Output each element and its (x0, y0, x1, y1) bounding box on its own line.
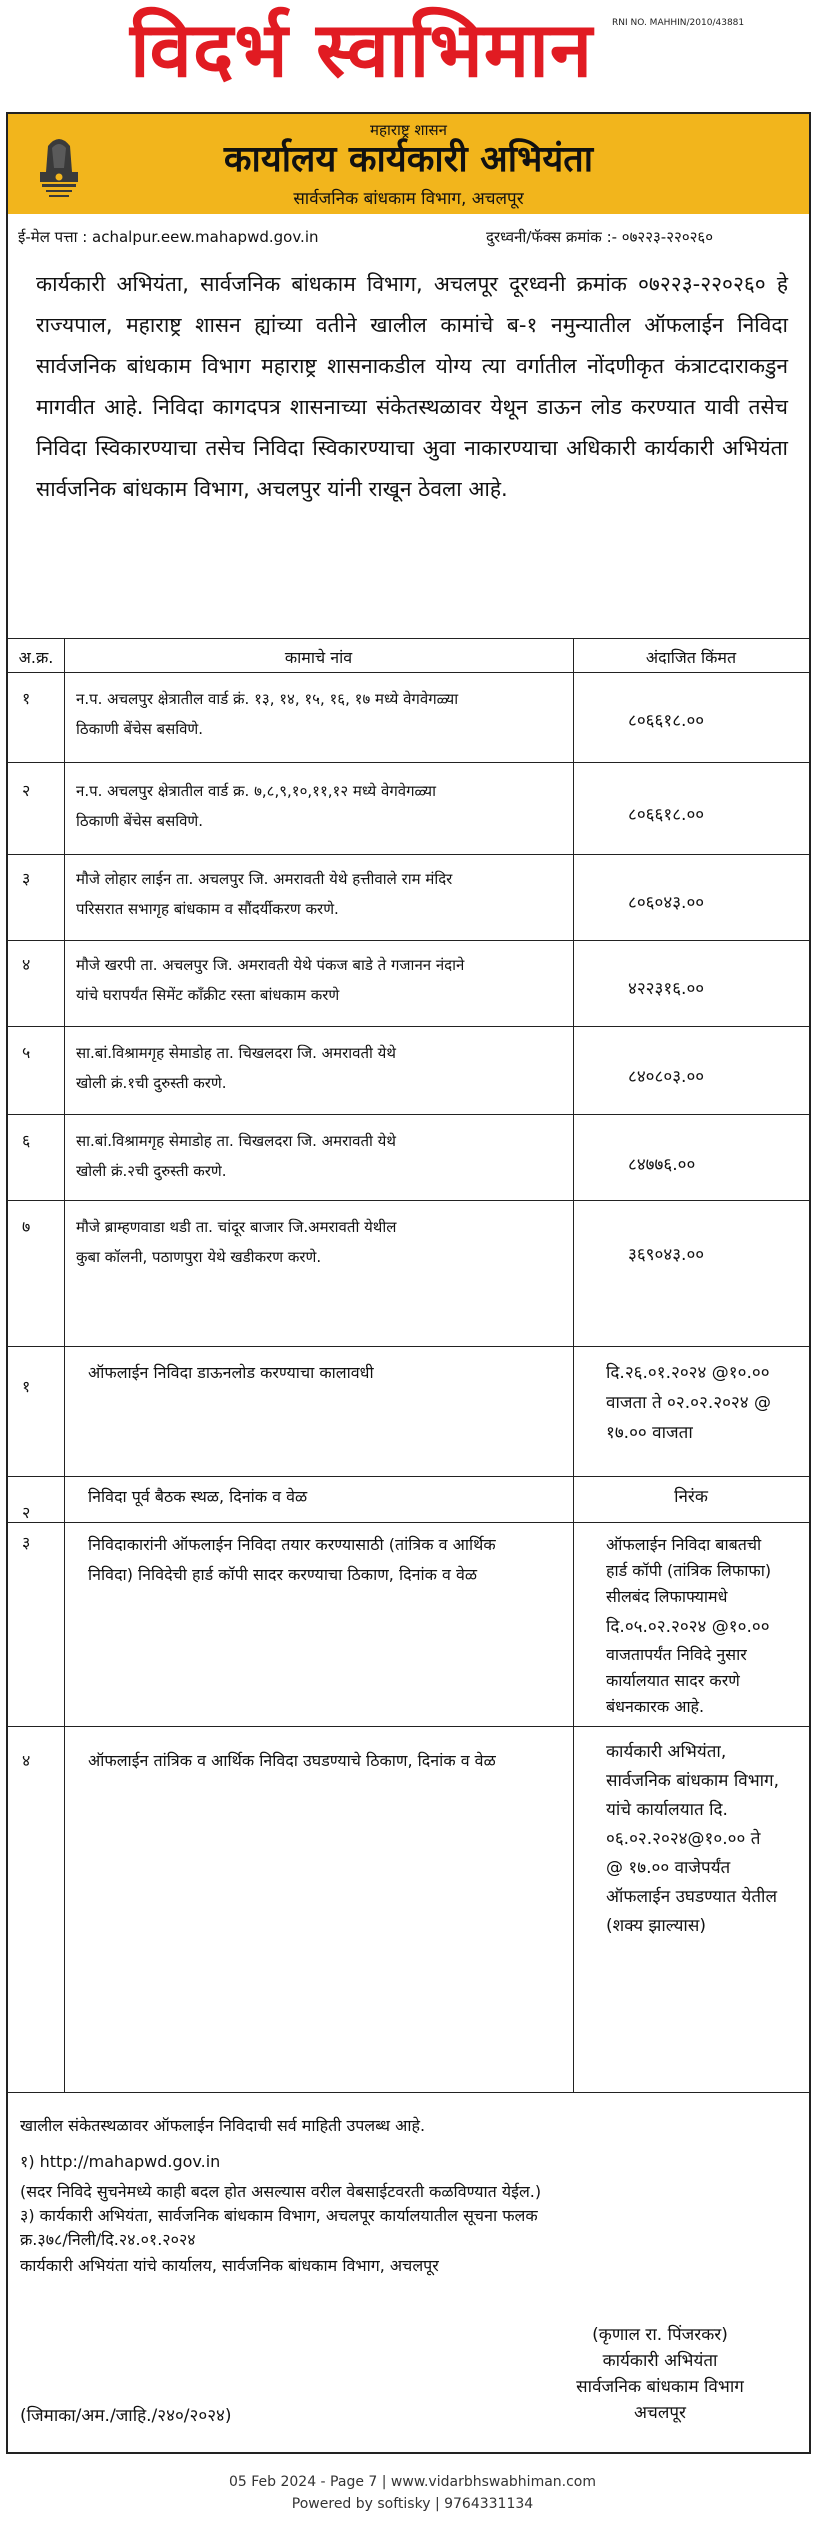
schedule-value-line: ऑफलाईन उघडण्यात येतील (606, 1887, 777, 1907)
row-divider (8, 1114, 809, 1115)
header-work-name: कामाचे नांव (284, 648, 353, 667)
schedule-description: निविदा पूर्व बैठक स्थळ, दिनांक व वेळ (88, 1487, 308, 1506)
row-divider (8, 1522, 809, 1523)
tender-notice (6, 112, 811, 2454)
row-number: ३ (22, 869, 31, 888)
row-divider (8, 1346, 809, 1347)
work-description-line1: न.प. अचलपुर क्षेत्रातील वार्ड क्रं. १३, १४, १५, १६, १७ मध्ये वेगवेगळ्या (76, 690, 459, 708)
schedule-description-line1: निविदाकारांनी ऑफलाईन निविदा तयार करण्यासाठी (तांत्रिक व आर्थिक (88, 1535, 496, 1554)
signatory-name: (कृणाल रा. पिंजरकर) (592, 2325, 728, 2345)
header-office: कार्यालय कार्यकारी अभियंता (223, 139, 594, 180)
schedule-value-line: सार्वजनिक बांधकाम विभाग, (606, 1771, 780, 1791)
schedule-value-line: वाजतापर्यंत निविदे नुसार (606, 1645, 747, 1664)
schedule-description-line2: निविदा) निविदेची हार्ड कॉपी सादर करण्याचा ठिकाण, दिनांक व वेळ (88, 1565, 478, 1584)
schedule-value-line: ऑफलाईन निविदा बाबतची (606, 1535, 762, 1554)
schedule-value-line: दि.२६.०१.२०२४ @१०.०० (606, 1363, 770, 1383)
page-footer-line1: 05 Feb 2024 - Page 7 | www.vidarbhswabhiman.com (228, 2474, 597, 2490)
header-estimated-cost: अंदाजित किंमत (645, 648, 737, 667)
footer-line: कार्यकारी अभियंता यांचे कार्यालय, सार्वजनिक बांधकाम विभाग, अचलपूर (20, 2256, 439, 2275)
schedule-value-line: ०६.०२.२०२४@१०.०० ते (606, 1829, 761, 1849)
schedule-number: १ (22, 1377, 31, 1396)
schedule-number: ४ (22, 1751, 31, 1770)
contact-phone: दुरध्वनी/फॅक्स क्रमांक :- ०७२२३-२२०२६० (486, 228, 714, 246)
row-divider (8, 1026, 809, 1027)
work-description-line1: न.प. अचलपुर क्षेत्रातील वार्ड क्र. ७,८,९,१०,११,१२ मध्ये वेगवेगळ्या (76, 782, 436, 800)
work-cost: ८०६६१८.०० (628, 805, 705, 825)
header-government: महाराष्ट्र शासन (370, 121, 447, 139)
schedule-value-line: हार्ड कॉपी (तांत्रिक लिफाफा) (606, 1561, 772, 1580)
row-number: १ (22, 689, 31, 708)
footer-line: ३) कार्यकारी अभियंता, सार्वजनिक बांधकाम विभाग, अचलपूर कार्यालयातील सूचना फलक (20, 2206, 538, 2225)
work-description-line1: मौजे खरपी ता. अचलपुर जि. अमरावती येथे पंकज बाडे ते गजानन नंदाने (76, 956, 465, 974)
work-description-line2: खोली क्रं.१ची दुरुस्ती करणे. (76, 1074, 227, 1092)
schedule-value-line: (शक्य झाल्यास) (606, 1916, 706, 1936)
schedule-value-line: कार्यालयात सादर करणे (606, 1671, 740, 1690)
table-header-rule (8, 672, 809, 673)
footer-line: खालील संकेतस्थळावर ऑफलाईन निविदाची सर्व माहिती उपलब्ध आहे. (20, 2116, 426, 2135)
work-description-line2: यांचे घरापर्यंत सिमेंट कॉंक्रीट रस्ता बांधकाम करणे (76, 986, 340, 1004)
signatory-department: सार्वजनिक बांधकाम विभाग (576, 2377, 744, 2397)
work-description-line1: मौजे लोहार लाईन ता. अचलपुर जि. अमरावती येथे हत्तीवाले राम मंदिर (76, 870, 453, 888)
work-description-line2: ठिकाणी बेंचेस बसविणे. (76, 812, 204, 830)
row-number: ५ (22, 1043, 31, 1062)
schedule-description: ऑफलाईन तांत्रिक व आर्थिक निविदा उघडण्याचे ठिकाण, दिनांक व वेळ (88, 1751, 496, 1770)
newspaper-title: विदर्भ स्वाभिमान (130, 5, 594, 94)
signatory-designation: कार्यकारी अभियंता (602, 2351, 718, 2371)
schedule-number: ३ (22, 1533, 31, 1552)
work-cost: ८०६०४३.०० (628, 893, 705, 913)
work-cost: ३६९०४३.०० (628, 1245, 705, 1265)
schedule-value-line: दि.०५.०२.२०२४ @१०.०० (606, 1617, 770, 1637)
work-description-line2: खोली क्रं.२ची दुरुस्ती करणे. (76, 1162, 227, 1180)
schedule-value-line: सीलबंद लिफाफ्यामधे (606, 1587, 728, 1606)
work-cost: ४२२३१६.०० (628, 979, 705, 999)
work-description-line2: कुबा कॉलनी, पठाणपुरा येथे खडीकरण करणे. (76, 1248, 322, 1266)
page-footer-line2: Powered by softisky | 9764331134 (291, 2496, 534, 2512)
work-description-line2: परिसरात सभागृह बांधकाम व सौंदर्यीकरण करणे. (76, 900, 339, 918)
schedule-value-line: @ १७.०० वाजेपर्यंत (606, 1858, 731, 1878)
row-divider (8, 1200, 809, 1201)
schedule-value-line: १७.०० वाजता (606, 1423, 693, 1443)
work-cost: ८४०८०३.०० (628, 1067, 705, 1087)
schedule-value-line: वाजता ते ०२.०२.२०२४ @ (606, 1393, 771, 1413)
header-serial: अ.क्र. (18, 648, 54, 667)
work-description-line1: मौजे ब्राम्हणवाडा थडी ता. चांदूर बाजार जि.अमरावती येथील (76, 1218, 397, 1236)
schedule-value-line: निरंक (674, 1487, 708, 1507)
row-number: ७ (22, 1217, 31, 1236)
row-divider (8, 854, 809, 855)
schedule-value-line: यांचे कार्यालयात दि. (606, 1800, 728, 1820)
row-number: ६ (22, 1131, 31, 1150)
contact-email: ई-मेल पत्ता : achalpur.eew.mahapwd.gov.in (18, 228, 319, 246)
header-band (8, 114, 809, 214)
reference-number: (जिमाका/अम./जाहि./२४०/२०२४) (20, 2406, 232, 2426)
work-description-line2: ठिकाणी बेंचेस बसविणे. (76, 720, 204, 738)
row-divider (8, 1476, 809, 1477)
schedule-value-line: कार्यकारी अभियंता, (606, 1742, 727, 1762)
column-divider-1 (64, 638, 65, 2092)
row-number: २ (22, 781, 31, 800)
row-number: ४ (22, 955, 31, 974)
header-department: सार्वजनिक बांधकाम विभाग, अचलपूर (293, 189, 524, 209)
schedule-description: ऑफलाईन निविदा डाऊनलोड करण्याचा कालावधी (88, 1363, 374, 1382)
work-description-line1: सा.बां.विश्रामगृह सेमाडोह ता. चिखलदरा जि. अमरावती येथे (76, 1132, 396, 1150)
column-divider-2 (573, 638, 574, 2092)
table-bottom-rule (8, 2092, 809, 2093)
work-cost: ८०६६१८.०० (628, 711, 705, 731)
table-top-rule (8, 638, 809, 639)
row-divider (8, 940, 809, 941)
schedule-value-line: बंधनकारक आहे. (606, 1697, 705, 1716)
row-divider (8, 762, 809, 763)
intro-paragraph: कार्यकारी अभियंता, सार्वजनिक बांधकाम विभाग, अचलपूर दूरध्वनी क्रमांक ०७२२३-२२०२६० हे राज्यपाल, महाराष्ट्र शासन ह्यांच्या वतीने खालील कामांचे ब-१ नमुन्यातील ऑफलाईन निविदा सार्वजनिक बांधकाम विभाग महाराष्ट्र शासनाकडील योग्य त्या वर्गातील नोंदणीकृत कंत्राटदाराकडुन मागवीत आहे. निविदा कागदपत्र शासनाच्या संकेतस्थळावर येथून डाऊन लोड करण्यात यावी तसेच निविदा स्विकारण्याचा तसेच निविदा स्विकारण्याचा अुवा नाकारण्याचा अधिकारी कार्यकारी अभियंता सार्वजनिक बांधकाम विभाग, अचलपुर यांनी राखून ठेवला आहे. (36, 272, 788, 501)
schedule-number: २ (22, 1503, 31, 1522)
footer-line: क्र.३७८/निली/दि.२४.०१.२०२४ (20, 2230, 196, 2249)
row-divider (8, 1726, 809, 1727)
work-description-line1: सा.बां.विश्रामगृह सेमाडोह ता. चिखलदरा जि. अमरावती येथे (76, 1044, 396, 1062)
signatory-place: अचलपूर (634, 2403, 686, 2423)
masthead (0, 0, 825, 108)
work-cost: ८४७७६.०० (628, 1155, 696, 1175)
rni-number: RNI NO. MAHHIN/2010/43881 (612, 18, 745, 28)
website-link[interactable]: १) http://mahapwd.gov.in (20, 2152, 221, 2171)
footer-line: (सदर निविदे सुचनेमध्ये काही बदल होत असल्यास वरील वेबसाईटवरती कळविण्यात येईल.) (20, 2182, 542, 2201)
